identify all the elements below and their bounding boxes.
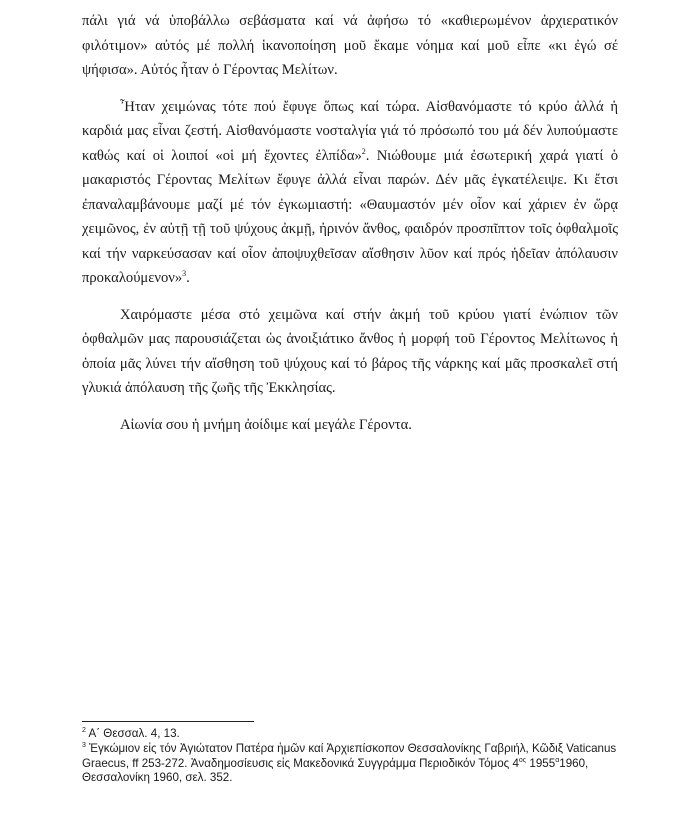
- text-run: Α΄ Θεσσαλ. 4, 13.: [85, 727, 180, 740]
- text-run: Αἰωνία σου ἡ μνήμη ἀοίδιμε καί μεγάλε Γέροντα.: [120, 416, 412, 433]
- footnote-marker: 2: [82, 727, 86, 734]
- paragraph: [82, 9, 618, 83]
- footnote-marker: 3: [182, 269, 187, 278]
- text-run: Χαιρόμαστε μέσα στό χειμῶνα καί στήν ἀκμή τοῦ κρύου γιατί ἐνώπιον τῶν ὀφθαλμῶν μας παρουσιάζεται ὡς ἀνοιξιάτικο ἄνθος ἡ μορφή τοῦ Γέροντος Μελίτωνος ἡ ὁποία μᾶς λύνει τήν αἴσθηση τοῦ ψύχους καί τό βάρος τῆς νάρκης καί μᾶς προσκαλεῖ στή γλυκιά ἀπόλαυση τῆς ζωῆς τῆς Ἐκκλησίας.: [82, 306, 618, 396]
- footnote-marker: α: [555, 756, 560, 764]
- paragraph: [82, 303, 618, 401]
- text-run: πάλι γιά νά ὑποβάλλω σεβάσματα καί νά ἀφήσω τό «καθιερωμένον ἀρχιερατικόν φιλότιμον» αὐτός μέ πολλή ἱκανοποίηση μοῦ ἔκαμε νόημα καί μοῦ εἶπε «κι ἐγώ σέ ψήφισα». Αὐτός ἦταν ὁ Γέροντας Μελίτων.: [82, 13, 618, 78]
- footnote: [82, 727, 622, 741]
- paragraph: [82, 413, 618, 438]
- text-run: . Νιώθουμε μιά ἐσωτερική χαρά γιατί ὁ μακαριστός Γέροντας Μελίτων ἔφυγε ἀλλά εἶναι παρών. Δέν μᾶς ἐγκατέλειψε. Κι ἔτσι ἐπαναλαμβάνουμε μαζί μέ τόν ἐγκωμιαστή: «Θαυμαστόν μέν οἷον καί χάριεν ἐν ὥρᾳ χειμῶνος, ἐν αὐτῇ τῇ τοῦ ψύχους ἀκμῇ, ἠρινόν ἄνθος, φαιδρόν προσπῖπτον τοῖς ὀφθαλμοῖς καί τήν ναρκεύσασαν καί οἷον ἀποψυχθεῖσαν αἴσθησιν λῦον καί πρός ἡδεῖαν ἀπόλαυσιν προκαλούμενον»: [82, 147, 618, 286]
- footnotes: [82, 727, 622, 786]
- paragraph: [82, 95, 618, 291]
- footnote-marker: 2: [361, 146, 366, 156]
- footnote: [82, 742, 622, 785]
- text-run: Ἐγκώμιον εἰς τόν Ἀγιώτατον Πατέρα ἡμῶν καί Ἀρχιεπίσκοπον Θεσσαλονίκης Γαβριήλ, Κῶδιξ Vaticanus Graecus, ff 253-272. Ἀναδημοσίευσις εἰς Μακεδονικά Συγγράμμα Περιοδικόν Τόμος 4: [82, 742, 617, 770]
- text-run: .: [186, 270, 190, 286]
- document-body: [82, 9, 618, 449]
- text-run: 1955: [526, 756, 556, 770]
- text-run: 1960, Θεσσαλονίκη 1960, σελ. 352.: [82, 756, 589, 784]
- footnote-marker: ος: [518, 756, 527, 764]
- footnote-separator: [82, 721, 254, 722]
- text-run: Ἦταν χειμώνας τότε πού ἔφυγε ὅπως καί τώρα. Αἰσθανόμαστε τό κρύο ἀλλά ἡ καρδιά μας εἶναι ζεστή. Αἰσθανόμαστε νοσταλγία γιά τό πρόσωπό του μά δέν λυπούμαστε καθώς καί οἱ λοιποί «οἱ μή ἔχοντες ἐλπίδα»: [82, 98, 618, 164]
- footnote-marker: 3: [82, 742, 86, 750]
